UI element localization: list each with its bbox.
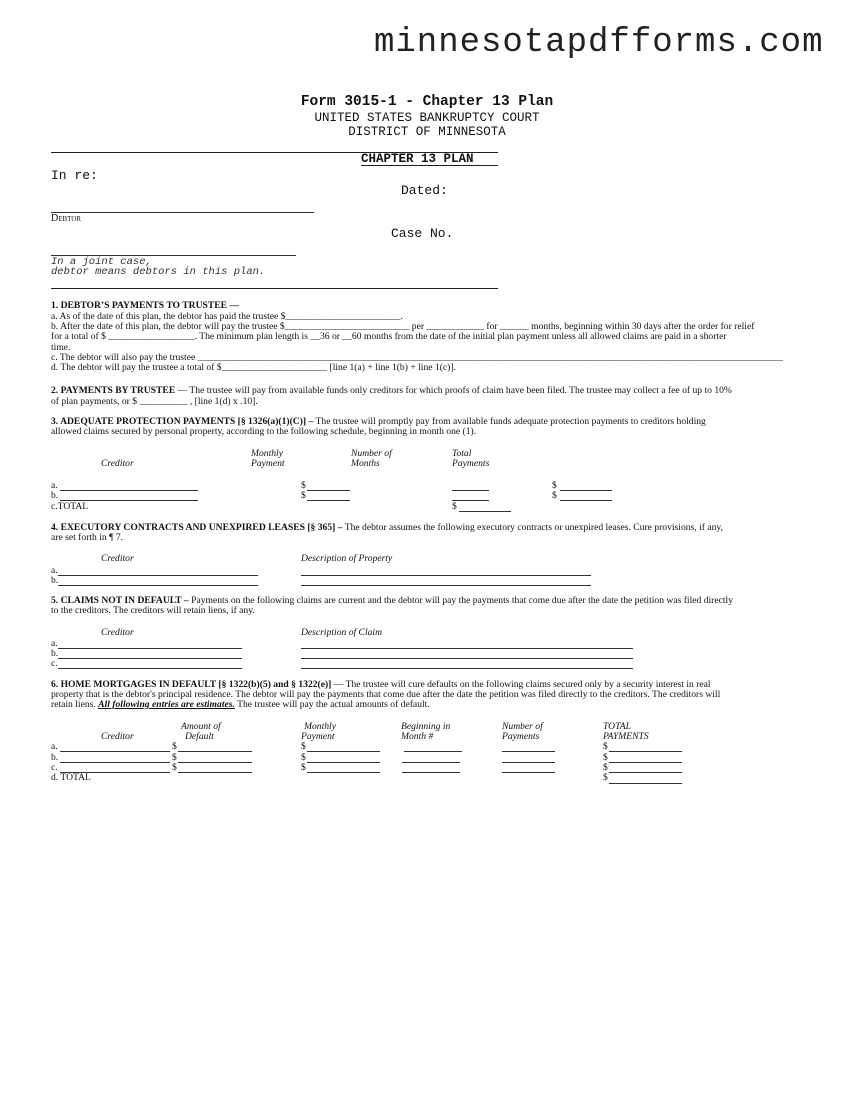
s5-row-c-label: c. [51, 658, 58, 669]
joint-note-line-1: In a joint case, [51, 256, 152, 268]
section-2-line-1 [51, 386, 732, 397]
s4-col-creditor: Creditor [101, 553, 134, 564]
s3-row-b-total[interactable] [560, 500, 612, 501]
debtor-name-field[interactable] [51, 212, 314, 213]
s4-row-b-description[interactable] [301, 585, 591, 586]
section-4-line-1 [51, 523, 723, 534]
s6-row-a-total[interactable] [609, 751, 682, 752]
s6-row-b-number[interactable] [502, 762, 555, 763]
s5-col-description: Description of Claim [301, 627, 383, 638]
s6-col-beginning-1: Beginning in [401, 721, 451, 732]
section-1-heading: 1. DEBTOR’S PAYMENTS TO TRUSTEE — [51, 300, 240, 311]
s3-col-total-1: Total [452, 448, 472, 459]
s6-col-monthly-2: Payment [301, 731, 335, 742]
section-6-text-3c: The trustee will pay the actual amounts of default. [234, 699, 430, 710]
section-2-line-2: of plan payments, or $ __________ , [line 1(d) x .10]. [51, 396, 258, 407]
s6-row-a-creditor[interactable] [60, 751, 170, 752]
s6-col-monthly-1: Monthly [304, 721, 336, 732]
section-3-heading: 3. ADEQUATE PROTECTION PAYMENTS [§ 1326(a)(1)(C)] – [51, 416, 314, 427]
s4-row-a-label: a. [51, 565, 58, 576]
s6-row-b-amount[interactable] [178, 762, 252, 763]
section-4-line-2: are set forth in ¶ 7. [51, 532, 124, 543]
s6-total-field[interactable] [609, 783, 682, 784]
section-3-line-2: allowed claims secured by personal property, according to the following schedule, beginning in month one (1). [51, 426, 477, 437]
s4-row-b-creditor[interactable] [58, 585, 258, 586]
s6-row-b-label: b. [51, 752, 59, 763]
s6-row-a-total-dollar: $ [603, 741, 608, 752]
s3-col-monthly-2: Payment [251, 458, 285, 469]
debtor-label: Debtor [51, 213, 82, 224]
s5-row-b-description[interactable] [301, 658, 633, 659]
s3-col-creditor: Creditor [101, 458, 134, 469]
s3-row-b-label: b. [51, 490, 59, 501]
section-6-line-3 [51, 700, 430, 711]
s5-row-b-label: b. [51, 648, 59, 659]
district-name: DISTRICT OF MINNESOTA [348, 125, 506, 139]
s4-row-a-creditor[interactable] [58, 575, 258, 576]
s6-row-b-total-dollar: $ [603, 752, 608, 763]
s6-row-b-total[interactable] [609, 762, 682, 763]
s5-row-c-description[interactable] [301, 668, 633, 669]
s5-row-a-description[interactable] [301, 648, 633, 649]
s3-row-b-dollar: $ [301, 490, 306, 501]
s6-row-b-monthly[interactable] [307, 762, 380, 763]
s4-row-a-description[interactable] [301, 575, 591, 576]
s5-row-a-creditor[interactable] [58, 648, 242, 649]
s3-col-number-1: Number of [351, 448, 392, 459]
s5-col-creditor: Creditor [101, 627, 134, 638]
s3-row-b-monthly[interactable] [307, 500, 350, 501]
s6-col-total-1: TOTAL [603, 721, 631, 732]
site-watermark: minnesotapdfforms.com [374, 24, 824, 62]
s6-row-c-beginning[interactable] [402, 772, 460, 773]
s6-col-amount-1: Amount of [181, 721, 221, 732]
section-1d: d. The debtor will pay the trustee a total of $______________________ [line 1(a) + line 1(b) + line 1(c)]. [51, 362, 456, 373]
s4-col-description: Description of Property [301, 553, 393, 564]
s5-row-c-creditor[interactable] [58, 668, 242, 669]
s6-row-c-amount-dollar: $ [172, 762, 177, 773]
dated-label: Dated: [401, 183, 448, 198]
section-6-text: — The trustee will cure defaults on the following claims secured only by a security interest in real [331, 679, 711, 690]
s3-row-b-months[interactable] [452, 500, 489, 501]
joint-note-line-2: debtor means debtors in this plan. [51, 266, 266, 278]
s6-row-c-monthly-dollar: $ [301, 762, 306, 773]
s6-row-a-beginning[interactable] [404, 751, 462, 752]
form-title: Form 3015-1 - Chapter 13 Plan [300, 94, 554, 110]
section-6-line-2: property that is the debtor's principal residence. The debtor will pay the payments that come due after the date the petition was filed directly to the creditors. The creditors will [51, 689, 721, 700]
section-1b-line-3: time. [51, 342, 71, 353]
s6-row-c-monthly[interactable] [307, 772, 380, 773]
s3-total-field[interactable] [459, 511, 511, 512]
s6-row-a-monthly-dollar: $ [301, 741, 306, 752]
s6-row-a-amount-dollar: $ [172, 741, 177, 752]
s6-col-amount-2: Default [185, 731, 214, 742]
s6-row-b-beginning[interactable] [402, 762, 460, 763]
plan-title: CHAPTER 13 PLAN [361, 152, 474, 166]
header-bottom-rule [51, 288, 498, 289]
s6-row-c-total[interactable] [609, 772, 682, 773]
s3-row-a-total-dollar: $ [552, 480, 557, 491]
plan-title-underline [361, 165, 498, 166]
s6-col-number-1: Number of [502, 721, 543, 732]
section-5-text: Payments on the following claims are current and the debtor will pay the payments that come due after the date the petition was filed directly [188, 595, 733, 606]
section-3-text: The trustee will promptly pay from available funds adequate protection payments to creditors holding [313, 416, 706, 427]
s6-row-c-total-dollar: $ [603, 762, 608, 773]
section-2-text: — The trustee will pay from available funds only creditors for which proofs of claim have been filed. The trustee may collect a fee of up to 10% [175, 385, 732, 396]
s6-total-dollar: $ [603, 772, 608, 783]
s6-col-total-2: PAYMENTS [603, 731, 649, 742]
s6-row-a-number[interactable] [502, 751, 555, 752]
s3-col-monthly-1: Monthly [251, 448, 283, 459]
s6-row-a-label: a. [51, 741, 58, 752]
s5-row-a-label: a. [51, 638, 58, 649]
case-number-label: Case No. [391, 226, 454, 241]
section-6-estimates-note: All following entries are estimates. [98, 699, 235, 710]
section-4-text: The debtor assumes the following executory contracts or unexpired leases. Cure provisions, if any, [342, 522, 723, 533]
section-2-heading: 2. PAYMENTS BY TRUSTEE [51, 385, 176, 396]
s3-row-b-total-dollar: $ [552, 490, 557, 501]
s3-row-a-total[interactable] [560, 490, 612, 491]
s3-col-total-2: Payments [452, 458, 490, 469]
s5-row-b-creditor[interactable] [58, 658, 242, 659]
s6-row-c-amount[interactable] [178, 772, 252, 773]
section-1b-line-2: for a total of $ __________________. The minimum plan length is __36 or __60 months from the date of the initial plan payment unless all allowed claims are paid in a shorter [51, 331, 727, 342]
section-1c: c. The debtor will also pay the trustee __________________________________________________________________________________________________________________________ [51, 353, 783, 363]
s6-col-beginning-2: Month # [401, 731, 434, 742]
s4-row-b-label: b. [51, 575, 59, 586]
court-name: UNITED STATES BANKRUPTCY COURT [314, 111, 540, 125]
s3-total-dollar: $ [452, 501, 457, 512]
section-4-heading: 4. EXECUTORY CONTRACTS AND UNEXPIRED LEASES [§ 365] – [51, 522, 343, 533]
s6-col-creditor: Creditor [101, 731, 134, 742]
s6-row-b-creditor[interactable] [60, 762, 170, 763]
s6-row-a-monthly[interactable] [307, 751, 380, 752]
section-6-text-3a: retain liens. [51, 699, 99, 710]
section-5-line-2: to the creditors. The creditors will retain liens, if any. [51, 605, 255, 616]
section-1a: a. As of the date of this plan, the debtor has paid the trustee $________________________. [51, 311, 403, 322]
s6-total-label: d. TOTAL [51, 772, 91, 783]
s6-row-c-number[interactable] [502, 772, 555, 773]
s3-row-a-monthly[interactable] [307, 490, 350, 491]
s3-row-a-dollar: $ [301, 480, 306, 491]
s6-row-a-amount[interactable] [178, 751, 252, 752]
s3-row-a-creditor[interactable] [60, 490, 198, 491]
s6-row-b-amount-dollar: $ [172, 752, 177, 763]
section-1b-line-1: b. After the date of this plan, the debtor will pay the trustee $__________________________ per ____________ for ______ months, beginning within 30 days after the order for relief [51, 321, 755, 332]
s6-col-number-2: Payments [502, 731, 540, 742]
section-6-heading: 6. HOME MORTGAGES IN DEFAULT [§ 1322(b)(5) and § 1322(e)] [51, 679, 332, 690]
section-5-heading: 5. CLAIMS NOT IN DEFAULT – [51, 595, 189, 606]
s3-total-label: c.TOTAL [51, 501, 89, 512]
s6-row-c-label: c. [51, 762, 58, 773]
s3-row-a-label: a. [51, 480, 58, 491]
s6-row-b-monthly-dollar: $ [301, 752, 306, 763]
s3-col-number-2: Months [351, 458, 380, 469]
in-re-label: In re: [51, 168, 98, 183]
s3-row-a-months[interactable] [452, 490, 489, 491]
